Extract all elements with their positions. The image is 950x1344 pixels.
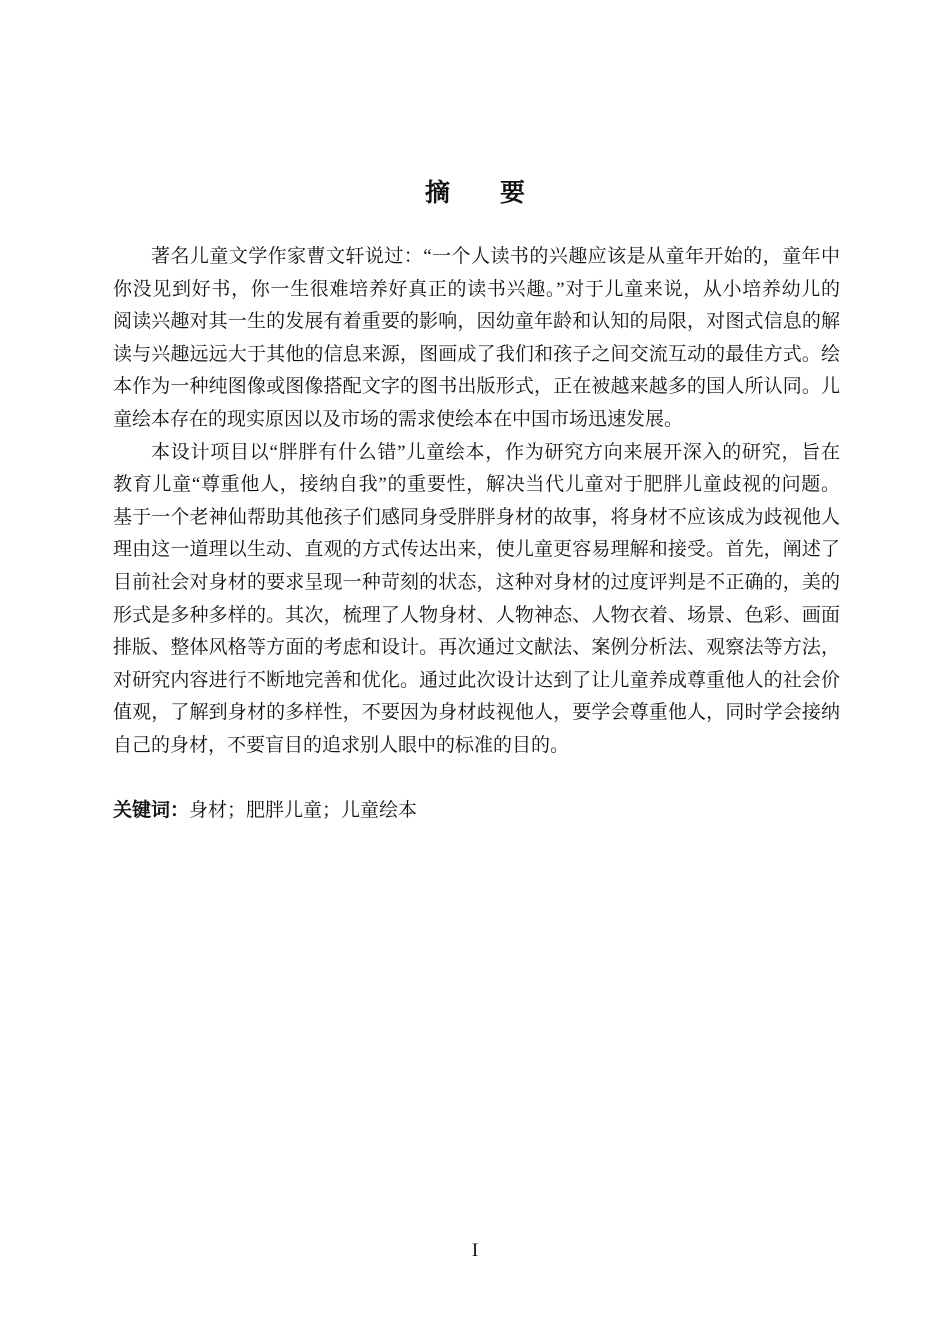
abstract-line: 本设计项目以“胖胖有什么错”儿童绘本，作为研究方向来展开深入的研究，旨在: [151, 441, 840, 463]
abstract-line: 著名儿童文学作家曹文轩说过：“一个人读书的兴趣应该是从童年开始的，童年中: [151, 246, 840, 267]
page-number: I: [471, 1240, 479, 1261]
abstract-line: 教育儿童“尊重他人，接纳自我”的重要性，解决当代儿童对于肥胖儿童歧视的问题。: [113, 474, 840, 496]
abstract-line: 形式是多种多样的。其次，梳理了人物身材、人物神态、人物衣着、场景、色彩、画面: [113, 604, 840, 626]
paragraph-2: [113, 437, 840, 763]
abstract-line: 基于一个老神仙帮助其他孩子们感同身受胖胖身材的故事，将身材不应该成为歧视他人: [113, 506, 840, 528]
abstract-line: 自己的身材，不要盲目的追求别人眼中的标准的目的。: [113, 734, 570, 756]
abstract-line: 童绘本存在的现实原因以及市场的需求使绘本在中国市场迅速发展。: [113, 408, 684, 430]
abstract-line: 本作为一种纯图像或图像搭配文字的图书出版形式，正在被越来越多的国人所认同。儿: [113, 376, 840, 398]
paragraph-1: [113, 241, 840, 437]
abstract-content: [113, 241, 840, 828]
keywords-text: 身材；肥胖儿童；儿童绘本: [189, 800, 418, 822]
abstract-line: 读与兴趣远远大于其他的信息来源，图画成了我们和孩子之间交流互动的最佳方式。绘: [113, 343, 840, 365]
abstract-line: 阅读兴趣对其一生的发展有着重要的影响，因幼童年龄和认知的局限，对图式信息的解: [113, 311, 840, 333]
keywords-line: [113, 795, 840, 828]
abstract-line: 目前社会对身材的要求呈现一种苛刻的状态，这种对身材的过度评判是不正确的，美的: [113, 571, 840, 593]
abstract-line: 对研究内容进行不断地完善和优化。通过此次设计达到了让儿童养成尊重他人的社会价: [113, 669, 840, 691]
abstract-line: 理由这一道理以生动、直观的方式传达出来，使儿童更容易理解和接受。首先，阐述了: [113, 539, 840, 561]
page-title: 摘 要: [424, 180, 525, 207]
abstract-line: 值观，了解到身材的多样性，不要因为身材歧视他人，要学会尊重他人，同时学会接纳: [113, 702, 840, 724]
abstract-line: 排版、整体风格等方面的考虑和设计。再次通过文献法、案例分析法、观察法等方法，: [113, 637, 840, 659]
abstract-line: 你没见到好书，你一生很难培养好真正的读书兴趣。”对于儿童来说，从小培养幼儿的: [113, 278, 840, 300]
keywords-label: 关键词：: [113, 800, 190, 822]
